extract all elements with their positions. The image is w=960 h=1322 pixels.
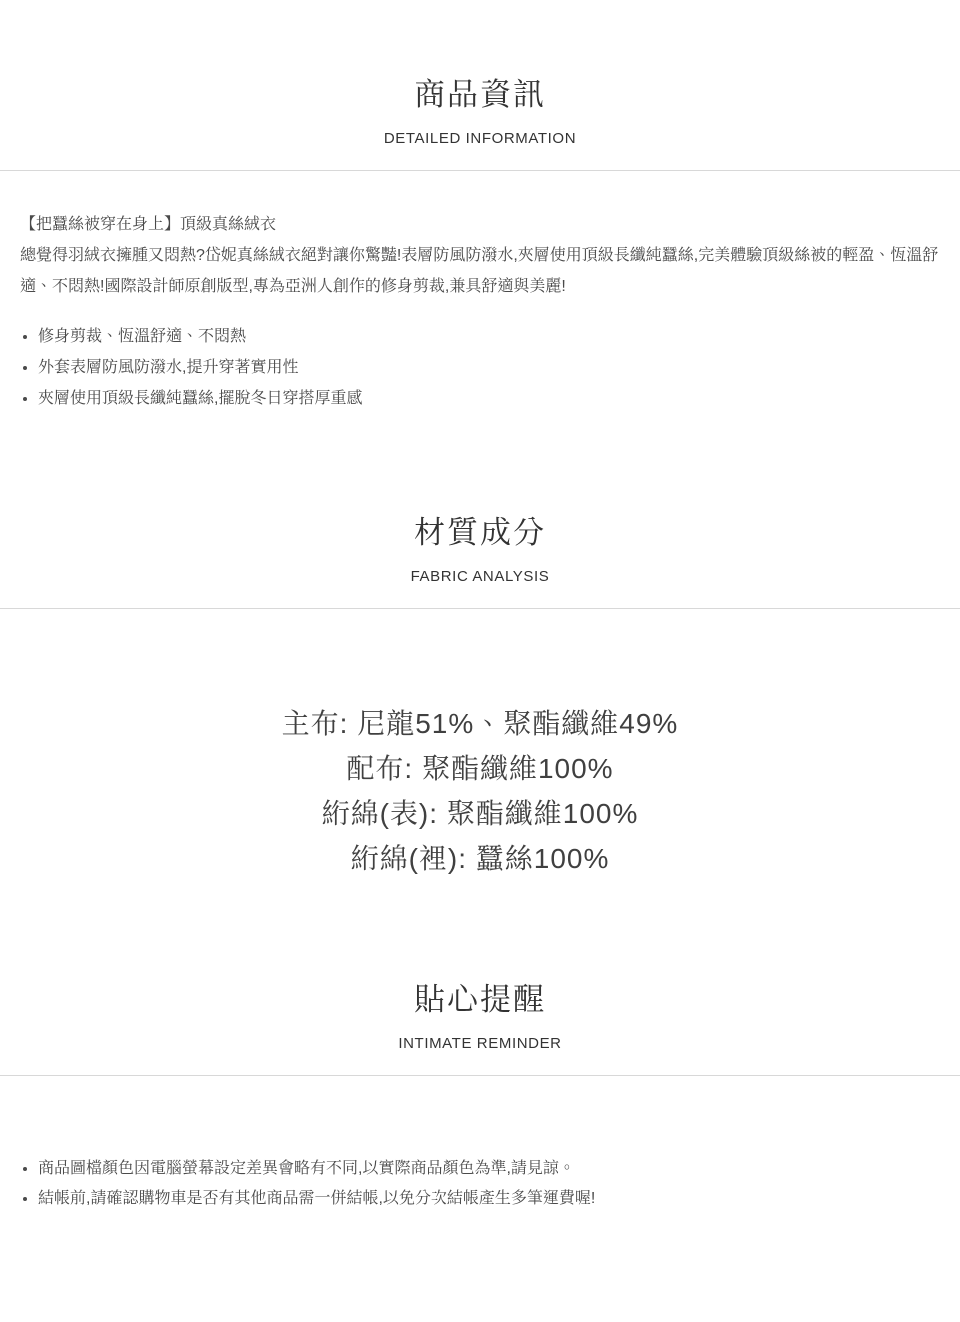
reminder-list (0, 1154, 960, 1214)
fabric-composition-line: 絎綿(表): 聚酯纖維100% (321, 798, 639, 829)
product-description (0, 209, 960, 302)
feature-item: • 外套表層防風防潑水,提升穿著實用性 (38, 352, 960, 383)
reminder-item: • 商品圖檔顏色因電腦螢幕設定差異會略有不同,以實際商品顏色為準,請見諒。 (38, 1154, 940, 1184)
product-description-heading: 【把蠶絲被穿在身上】頂級真絲絨衣 (20, 216, 277, 233)
reminder-item: • 結帳前,請確認購物車是否有其他商品需一併結帳,以免分次結帳產生多筆運費喔! (38, 1184, 940, 1214)
fabric-composition (0, 701, 960, 881)
fabric-composition-line: 主布: 尼龍51%、聚酯纖維49% (281, 708, 679, 739)
feature-list (0, 321, 960, 414)
fabric-composition-line: 絎綿(裡): 蠶絲100% (350, 843, 610, 874)
product-description-body: 總覺得羽絨衣擁腫又悶熱?岱妮真絲絨衣絕對讓你驚豔!表層防風防潑水,夾層使用頂級長纖純蠶絲,完美體驗頂級絲被的輕盈、恆溫舒適、不悶熱!國際設計師原創版型,專為亞洲人創作的修身剪裁,兼具舒適與美麗! (20, 247, 939, 295)
section-divider (0, 170, 960, 171)
reminder-subtitle: INTIMATE REMINDER (398, 1035, 562, 1052)
product-info-header (0, 0, 960, 148)
fabric-analysis-subtitle: FABRIC ANALYSIS (410, 568, 550, 585)
fabric-composition-line: 配布: 聚酯纖維100% (346, 753, 614, 784)
fabric-analysis-header (0, 414, 960, 586)
reminder-header (0, 881, 960, 1053)
section-divider (0, 608, 960, 609)
product-info-title: 商品資訊 (414, 77, 546, 112)
fabric-analysis-title: 材質成分 (414, 515, 546, 550)
section-divider (0, 1075, 960, 1076)
feature-item: • 夾層使用頂級長纖純蠶絲,擺脫冬日穿搭厚重感 (38, 383, 960, 414)
feature-item: • 修身剪裁、恆溫舒適、不悶熱 (38, 321, 960, 352)
reminder-title: 貼心提醒 (414, 982, 546, 1017)
product-info-subtitle: DETAILED INFORMATION (383, 130, 577, 147)
